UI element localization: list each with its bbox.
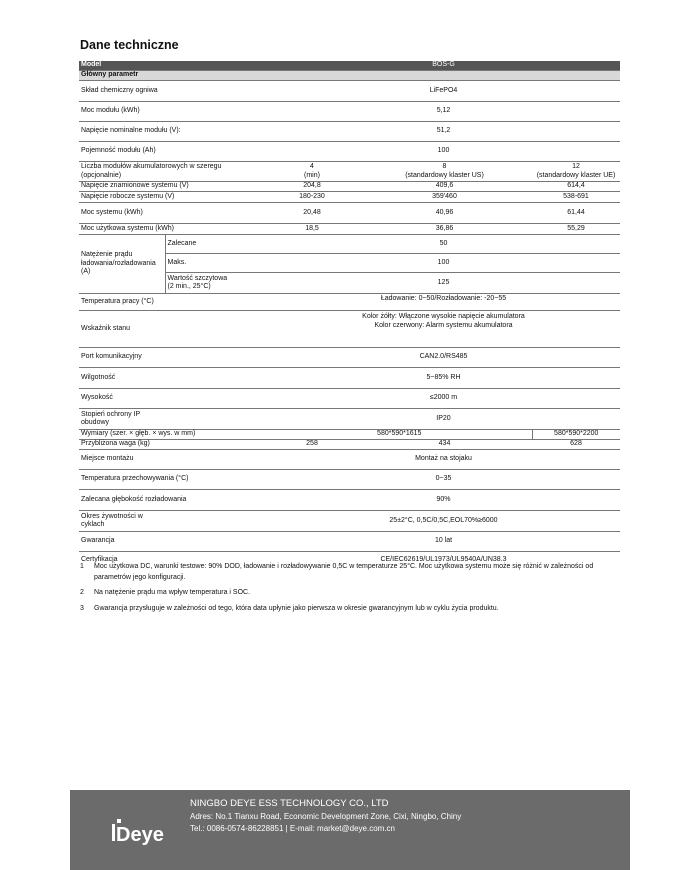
row-label: Natężenie prądu ładowania/rozładowania (A) bbox=[79, 235, 165, 294]
footnote bbox=[80, 588, 625, 599]
row-value: 51,2 bbox=[267, 122, 620, 142]
table-row bbox=[79, 162, 620, 182]
row-value: Ładowanie: 0~50/Rozładowanie: -20~55 bbox=[267, 294, 620, 311]
row-label bbox=[79, 511, 267, 532]
footnote-number: 3 bbox=[80, 604, 84, 612]
row-value: 538-691 bbox=[532, 192, 620, 203]
row-label: Port komunikacyjny bbox=[79, 348, 267, 368]
row-value: 100 bbox=[267, 142, 620, 162]
row-label: Pojemność modułu (Ah) bbox=[79, 142, 267, 162]
table-row bbox=[79, 511, 620, 532]
row-label: Wysokość bbox=[79, 389, 267, 409]
row-value: ≤2000 m bbox=[267, 389, 620, 409]
footnote bbox=[80, 604, 625, 615]
table-row bbox=[79, 102, 620, 122]
row-value: 125 bbox=[267, 273, 620, 294]
row-value: 18,5 bbox=[267, 224, 357, 235]
section-label: Główny parametr bbox=[79, 71, 620, 81]
row-label-line: Okres żywotności w bbox=[81, 512, 143, 520]
row-label: Miejsce montażu bbox=[79, 450, 267, 470]
row-value-line: 12 bbox=[572, 163, 580, 170]
row-value bbox=[267, 162, 357, 182]
footnote-text: Gwarancja przysługuje w zależności od tego, która data upłynie jako pierwsza w okresie gwarancyjnym lub w cyklu życia produktu. bbox=[94, 604, 499, 612]
table-row bbox=[79, 348, 620, 368]
row-value: 5~85% RH bbox=[267, 368, 620, 389]
table-row bbox=[79, 368, 620, 389]
footnote bbox=[80, 562, 625, 583]
row-label: Moc modułu (kWh) bbox=[79, 102, 267, 122]
row-value: 61,44 bbox=[532, 203, 620, 224]
row-label: Wilgotność bbox=[79, 368, 267, 389]
row-label bbox=[79, 162, 267, 182]
row-value-line: 4 bbox=[310, 163, 314, 170]
table-row bbox=[79, 430, 620, 440]
row-value: 580*590*2200 bbox=[532, 430, 620, 440]
row-value bbox=[357, 162, 532, 182]
table-row bbox=[79, 294, 620, 311]
row-value: 359'460 bbox=[357, 192, 532, 203]
row-value-line: Kolor żółty: Włączone wysokie napięcie akumulatora bbox=[362, 313, 525, 320]
table-row bbox=[79, 81, 620, 102]
company-address: Adres: No.1 Tianxu Road, Economic Development Zone, Cixi, Ningbo, Chiny bbox=[190, 811, 462, 821]
table-row bbox=[79, 182, 620, 192]
row-label: Temperatura pracy (°C) bbox=[79, 294, 267, 311]
row-sublabel: Zalecane bbox=[165, 235, 267, 254]
header-label: Model bbox=[79, 61, 267, 71]
row-value: Montaż na stojaku bbox=[267, 450, 620, 470]
row-label: Napięcie robocze systemu (V) bbox=[79, 192, 267, 203]
row-sublabel-line: Wartość szczytowa bbox=[167, 274, 228, 282]
table-row bbox=[79, 203, 620, 224]
row-value bbox=[267, 311, 620, 348]
table-row bbox=[79, 192, 620, 203]
row-label: Skład chemiczny ogniwa bbox=[79, 81, 267, 102]
header-value: BOS-G bbox=[267, 61, 620, 71]
row-value: 0~35 bbox=[267, 470, 620, 490]
row-label: Certyfikacja bbox=[81, 555, 118, 563]
row-label: Moc systemu (kWh) bbox=[79, 203, 267, 224]
row-value: 580*590*1615 bbox=[267, 430, 532, 440]
row-value: 100 bbox=[267, 254, 620, 273]
logo-text: Deye bbox=[116, 824, 164, 846]
row-value: 628 bbox=[532, 440, 620, 450]
company-contact: Tel.: 0086-0574-86228851 | E-mail: market@deye.com.cn bbox=[190, 824, 395, 833]
section-row bbox=[79, 71, 620, 81]
row-label: Wskaźnik stanu bbox=[79, 311, 267, 348]
row-label: Temperatura przechowywania (°C) bbox=[79, 470, 267, 490]
table-row bbox=[79, 311, 620, 348]
row-value: 25±2°C, 0,5C/0,5C,EOL70%≥6000 bbox=[267, 511, 620, 532]
table-row bbox=[79, 470, 620, 490]
table-header-row bbox=[79, 61, 620, 71]
row-label-line: cyklach bbox=[81, 521, 105, 528]
row-value-line: (standardowy klaster UE) bbox=[536, 171, 616, 179]
row-value: LiFePO4 bbox=[267, 81, 620, 102]
row-sublabel: Maks. bbox=[165, 254, 267, 273]
row-value: 5,12 bbox=[267, 102, 620, 122]
row-label-line: Liczba modułów akumulatorowych w szeregu bbox=[81, 163, 222, 170]
page-footer bbox=[70, 790, 630, 870]
row-label: Zalecana głębokość rozładowania bbox=[79, 490, 267, 511]
row-value: 20,48 bbox=[267, 203, 357, 224]
row-value: CAN2.0/RS485 bbox=[267, 348, 620, 368]
row-value bbox=[532, 162, 620, 182]
row-value: 50 bbox=[267, 235, 620, 254]
row-label bbox=[79, 409, 267, 430]
row-value: 614,4 bbox=[532, 182, 620, 192]
row-value: 409,6 bbox=[357, 182, 532, 192]
row-sublabel bbox=[165, 273, 267, 294]
footnote-number: 1 bbox=[80, 563, 84, 570]
table-row bbox=[79, 142, 620, 162]
footnote-text: Moc użytkowa DC, warunki testowe: 90% DOD, ładowanie i rozładowywanie 0,5C w temperaturze 25°C. Moc użytkowa systemu może się różnić w zależności od parametrów jego konfiguracji. bbox=[94, 563, 594, 581]
page-title: Dane techniczne bbox=[80, 38, 179, 52]
footnote-number: 2 bbox=[80, 589, 84, 596]
row-value: IP20 bbox=[267, 409, 620, 430]
footnotes bbox=[80, 562, 625, 619]
row-label-line: Stopień ochrony IP bbox=[81, 410, 141, 418]
table-row bbox=[79, 490, 620, 511]
row-label: Gwarancja bbox=[79, 532, 267, 552]
row-value: 258 bbox=[267, 440, 357, 450]
row-label: Przybliżona waga (kg) bbox=[79, 440, 267, 450]
table-row bbox=[79, 235, 620, 254]
row-value: 434 bbox=[357, 440, 532, 450]
table-row bbox=[79, 450, 620, 470]
row-value-line: (standardowy klaster US) bbox=[405, 171, 484, 179]
row-label: Wymiary (szer. × głęb. × wys. w mm) bbox=[79, 430, 267, 440]
row-label: Moc użytkowa systemu (kWh) bbox=[79, 224, 267, 235]
row-label: Napięcie nominalne modułu (V): bbox=[79, 122, 267, 142]
row-value: 36,86 bbox=[357, 224, 532, 235]
row-value-line: 8 bbox=[442, 163, 447, 170]
table-row bbox=[79, 409, 620, 430]
company-name: NINGBO DEYE ESS TECHNOLOGY CO., LTD bbox=[190, 798, 389, 809]
footnote-text: Na natężenie prądu ma wpływ temperatura i SOC. bbox=[94, 589, 251, 596]
spec-table bbox=[79, 61, 620, 568]
row-value: 55,29 bbox=[532, 224, 620, 235]
row-value: 204,8 bbox=[267, 182, 357, 192]
row-value: 90% bbox=[267, 490, 620, 511]
row-label-line: obudowy bbox=[81, 419, 110, 426]
table-row bbox=[79, 122, 620, 142]
row-value: 40,96 bbox=[357, 203, 532, 224]
table-row bbox=[79, 389, 620, 409]
row-value-line: (min) bbox=[304, 171, 320, 179]
table-row bbox=[79, 532, 620, 552]
table-row bbox=[79, 440, 620, 450]
footer-text bbox=[190, 798, 461, 836]
row-label-line: (opcjonalnie) bbox=[81, 171, 122, 179]
row-value: CE/IEC62619/UL1973/UL9540A/UN38.3 bbox=[380, 555, 507, 563]
row-label: Napięcie znamionowe systemu (V) bbox=[79, 182, 267, 192]
row-value-line: Kolor czerwony: Alarm systemu akumulatora bbox=[374, 321, 513, 329]
row-sublabel-line: (2 min., 25°C) bbox=[167, 283, 211, 290]
row-value: 180-230 bbox=[267, 192, 357, 203]
table-row bbox=[79, 224, 620, 235]
row-value: 10 lat bbox=[267, 532, 620, 552]
